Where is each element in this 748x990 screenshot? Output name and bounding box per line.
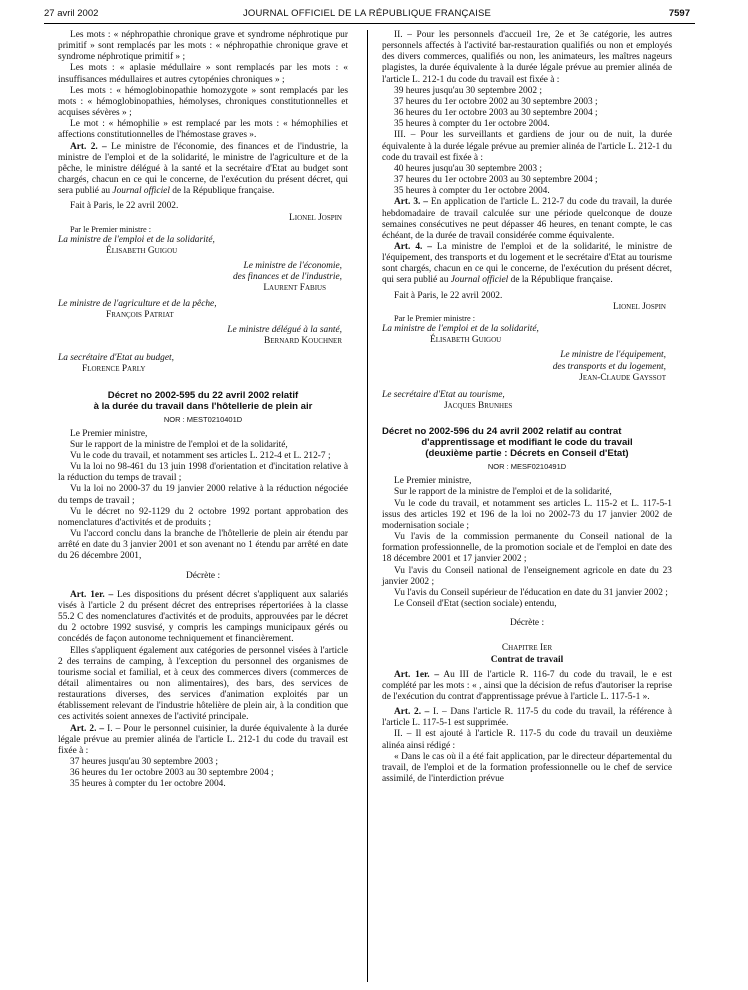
paragraph: II. – Il est ajouté à l'article R. 117-5 du code du travail un deuxième alinéa ainsi rédigé : <box>382 729 672 751</box>
article-text: I. – Dans l'article R. 117-5 du code du travail, la référence à l'article L. 117-5-1 est supprimée. <box>382 707 673 729</box>
paragraph: II. – Pour les personnels d'accueil 1re, 2e et 3e catégorie, les autres personnels affectés à l'activité bar-restauration qualifiés ou non et employés des divers commerces, qualifiés ou non, les animateurs, les maîtres nageurs plagistes, la durée équivalente à la durée légale prévue au premier alinéa de l'article L. 212-1 du code du travail est fixée à : <box>382 30 672 85</box>
nor-reference: NOR : MEST0210401D <box>163 414 243 424</box>
journal-ref: Journal officiel <box>450 275 509 286</box>
article-1 <box>58 590 348 646</box>
chapter-title: Contrat de travail <box>490 654 564 665</box>
par-le-premier-ministre: Par le Premier ministre : <box>70 224 152 234</box>
article-2 <box>382 707 672 729</box>
article-text: I. – Pour le personnel cuisinier, la durée équivalente à la durée légale prévue au premier alinéa de l'article L. 212-1 du code du travail est fixée à : <box>58 723 348 756</box>
list-item: 35 heures à compter du 1er octobre 2004. <box>394 119 550 130</box>
visa: Sur le rapport de la ministre de l'emploi et de la solidarité, <box>394 487 612 498</box>
right-column <box>382 30 672 785</box>
header-rule <box>44 23 695 24</box>
signatory-name: Jacques Brunhes <box>444 401 513 411</box>
list-item: 37 heures du 1er octobre 2002 au 30 septembre 2003 ; <box>394 96 598 107</box>
visa: Vu l'avis de la commission permanente du Conseil national de la formation professionnelle, de la promotion sociale et de l'emploi en date des 18 décembre 2001 et 17 janvier 2002 ; <box>382 532 672 565</box>
article-text: Au III de l'article R. 116-7 du code du travail, le e est complété par les mots : « , ainsi que la décision de refus d'autoriser la reprise de l'exécution du contrat d'apprentissage prévue à l'article L. 117-5-1 ». <box>382 669 672 702</box>
visa: Vu l'accord conclu dans la branche de l'hôtellerie de plein air étendu par arrêté en date du 3 janvier 2001 et son avenant no 1 étendu par arrêté en date du 26 décembre 2001, <box>58 529 348 562</box>
paragraph: Elles s'appliquent également aux catégories de personnel visées à l'article 2 des terrains de camping, à l'exception du personnel des organismes de tourisme social et familial, et à ceux des commerces divers (commerces de détail alimentaires ou non alimentaires), des bars, des services de restaurations diverses, des services d'animation exploités par un établissement relevant de l'industrie hôtelière de plein air, à la condition que ces activités soient annexes de l'activité principale. <box>58 645 348 723</box>
paragraph: Les mots : « néphropathie chronique grave et syndrome néphrotique pur primitif » sont remplacés par les mots : « néphropathie chronique grave et syndrome néphrotique primitif » ; <box>58 30 348 63</box>
paragraph: Les mots : « hémoglobinopathie homozygote » sont remplacés par les mots : « hémoglobinopathies, hémolyses, chroniques constitutionnelles et acquises sévères » ; <box>58 85 348 119</box>
article-text: La ministre de l'emploi et de la solidarité, le ministre de l'équipement, des transports et du logement et le secrétaire d'Etat au tourisme sont chargés, chacun en ce qui le concerne, de l'exécution du présent décret, qui sera publié au <box>382 241 672 286</box>
signatory-title: La ministre de l'emploi et de la solidarité, <box>382 324 539 335</box>
list-item: 35 heures à compter du 1er octobre 2004. <box>394 186 550 197</box>
article-text: Le ministre de l'économie, des finances et de l'industrie, la ministre de l'emploi et de la solidarité, le ministre de l'agriculture et de la pêche, le ministre délégué à la santé et la secrétaire d'Etat au budget sont chargés, chacun en ce qui le concerne, de l'exécution du présent décret, qui sera publié au <box>58 141 348 197</box>
article-label: Art. 3. – <box>394 197 428 208</box>
signatory-title: La secrétaire d'Etat au budget, <box>58 353 174 364</box>
signatory-pm: Lionel Jospin <box>289 212 342 223</box>
article-label: Art. 1er. – <box>70 589 114 600</box>
article-text-end: de la République française. <box>169 186 275 197</box>
signatory-pm: Lionel Jospin <box>613 301 666 312</box>
article-label: Art. 2. – <box>70 723 105 734</box>
signatory-title: Le ministre de l'équipement, <box>560 350 666 361</box>
signatory-title: des finances et de l'industrie, <box>232 272 342 283</box>
column-separator <box>367 30 368 982</box>
visa: Vu l'avis du Conseil national de l'enseignement agricole en date du 23 janvier 2002 ; <box>382 565 672 587</box>
article-label: Art. 2. – <box>70 141 107 152</box>
signatory-name: Florence Parly <box>82 364 146 375</box>
article-text: Les dispositions du présent décret s'appliquent aux salariés visés à l'article 2 du présent décret des entreprises répertoriées à la classe 55.2 C des nomenclatures d'activités et de produits, approuvées par le décret du 2 octobre 1992 susvisé, y compris les campings municipaux gérés ou concédés de façon autonome techniquement et financièrement. <box>58 589 348 645</box>
par-le-premier-ministre: Par le Premier ministre : <box>394 313 476 323</box>
hours-list <box>382 86 672 131</box>
paragraph: Le mot : « hémophilie » est remplacé par les mots : « hémophilies et affections constitutionnelles de l'hémostase graves ». <box>58 119 348 141</box>
journal-title: JOURNAL OFFICIEL DE LA RÉPUBLIQUE FRANÇAISE <box>242 8 492 19</box>
list-item: 37 heures jusqu'au 30 septembre 2003 ; <box>70 757 219 768</box>
fait-a-paris: Fait à Paris, le 22 avril 2002. <box>70 201 179 212</box>
hours-list <box>382 164 672 197</box>
paragraph: Les mots : « aplasie médullaire » sont remplacés par les mots : « insuffisances médullaires et autres cytopénies chroniques » ; <box>58 63 348 85</box>
signatory-name: Élisabeth Guigou <box>106 245 178 256</box>
left-column <box>58 30 348 791</box>
article-text-end: de la République française. <box>508 275 613 286</box>
article-1 <box>382 670 672 703</box>
visa: Vu le décret no 92-1129 du 2 octobre 1992 portant approbation des nomenclatures d'activités et de produits ; <box>58 506 348 528</box>
article-label: Art. 1er. – <box>394 669 440 680</box>
nor-reference: NOR : MESF0210491D <box>487 462 567 472</box>
signatory-name: Jean-Claude Gayssot <box>579 372 666 383</box>
decree-title: Décret no 2002-596 du 24 avril 2002 relatif au contrat <box>382 426 622 438</box>
decree-title: Décret no 2002-595 du 22 avril 2002 relatif <box>107 389 299 401</box>
list-item: 40 heures jusqu'au 30 septembre 2003 ; <box>394 163 543 174</box>
signatory-title: des transports et du logement, <box>552 361 666 372</box>
premier-ministre: Le Premier ministre, <box>70 428 148 439</box>
visa: Sur le rapport de la ministre de l'emploi et de la solidarité, <box>70 439 288 450</box>
signatory-title: Le ministre délégué à la santé, <box>227 324 342 335</box>
visa: Vu le code du travail, et notamment ses articles L. 115-2 et L. 117-5-1 issus des articles 192 et 196 de la loi no 2002-73 du 17 janvier 2002 de modernisation sociale ; <box>382 498 672 531</box>
decree-title: (deuxième partie : Décrets en Conseil d'Etat) <box>425 448 629 460</box>
chapter-heading: Chapitre Ier <box>501 643 553 654</box>
signatory-title: La ministre de l'emploi et de la solidarité, <box>58 234 215 245</box>
decree-title: à la durée du travail dans l'hôtellerie de plein air <box>93 400 313 412</box>
article-label: Art. 4. – <box>394 241 432 252</box>
article-2 <box>58 724 348 757</box>
signatory-name: Élisabeth Guigou <box>430 335 502 346</box>
page-header <box>44 8 690 22</box>
article-text: En application de l'article L. 212-7 du code du travail, la durée hebdomadaire de travail calculée sur une période quelconque de douze semaines consécutives ne peut dépasser 46 heures, en tenant compte, le cas échéant, de la durée de travail considérée comme équivalente. <box>382 197 672 241</box>
decree-title: d'apprentissage et modifiant le code du travail <box>421 437 633 449</box>
page-number: 7597 <box>668 8 690 19</box>
list-item: 36 heures du 1er octobre 2003 au 30 septembre 2004 ; <box>394 108 598 119</box>
list-item: 35 heures à compter du 1er octobre 2004. <box>70 779 226 790</box>
decrete: Décrète : <box>185 570 221 581</box>
decrete: Décrète : <box>509 618 545 629</box>
header-date: 27 avril 2002 <box>44 8 99 19</box>
signatory-title: Le secrétaire d'Etat au tourisme, <box>382 389 505 400</box>
visa: Vu l'avis du Conseil supérieur de l'éducation en date du 31 janvier 2002 ; <box>394 587 668 598</box>
premier-ministre: Le Premier ministre, <box>394 476 472 487</box>
signatory-name: Laurent Fabius <box>263 283 326 294</box>
visa: Vu le code du travail, et notamment ses articles L. 212-4 et L. 212-7 ; <box>70 451 331 461</box>
article-4 <box>382 242 672 287</box>
visa: Vu la loi no 2000-37 du 19 janvier 2000 relative à la réduction négociée du temps de travail ; <box>58 484 348 506</box>
visa: Vu la loi no 98-461 du 13 juin 1998 d'orientation et d'incitation relative à la réduction du temps de travail ; <box>58 462 348 484</box>
list-item: 39 heures jusqu'au 30 septembre 2002 ; <box>394 85 543 96</box>
signatory-title: Le ministre de l'agriculture et de la pêche, <box>58 298 217 309</box>
article-3 <box>382 197 672 242</box>
signatory-name: François Patriat <box>106 309 174 320</box>
hours-list <box>58 757 348 790</box>
article-label: Art. 2. – <box>394 707 430 718</box>
article-2 <box>58 142 348 198</box>
journal-ref: Journal officiel <box>112 186 170 197</box>
fait-a-paris: Fait à Paris, le 22 avril 2002. <box>394 290 503 301</box>
visa: Le Conseil d'Etat (section sociale) entendu, <box>394 599 557 610</box>
paragraph: « Dans le cas où il a été fait application, par le directeur départemental du travail, de l'emploi et de la formation professionnelle ou le chef de service assimilé, de l'interdiction prévue <box>382 751 672 785</box>
signatory-name: Bernard Kouchner <box>264 336 342 347</box>
list-item: 37 heures du 1er octobre 2003 au 30 septembre 2004 ; <box>394 175 598 186</box>
signatory-title: Le ministre de l'économie, <box>243 261 342 272</box>
paragraph: III. – Pour les surveillants et gardiens de jour ou de nuit, la durée équivalente à la durée légale prévue au premier alinéa de l'article L. 212-1 du code du travail est fixée à : <box>382 130 672 163</box>
list-item: 36 heures du 1er octobre 2003 au 30 septembre 2004 ; <box>70 768 274 779</box>
